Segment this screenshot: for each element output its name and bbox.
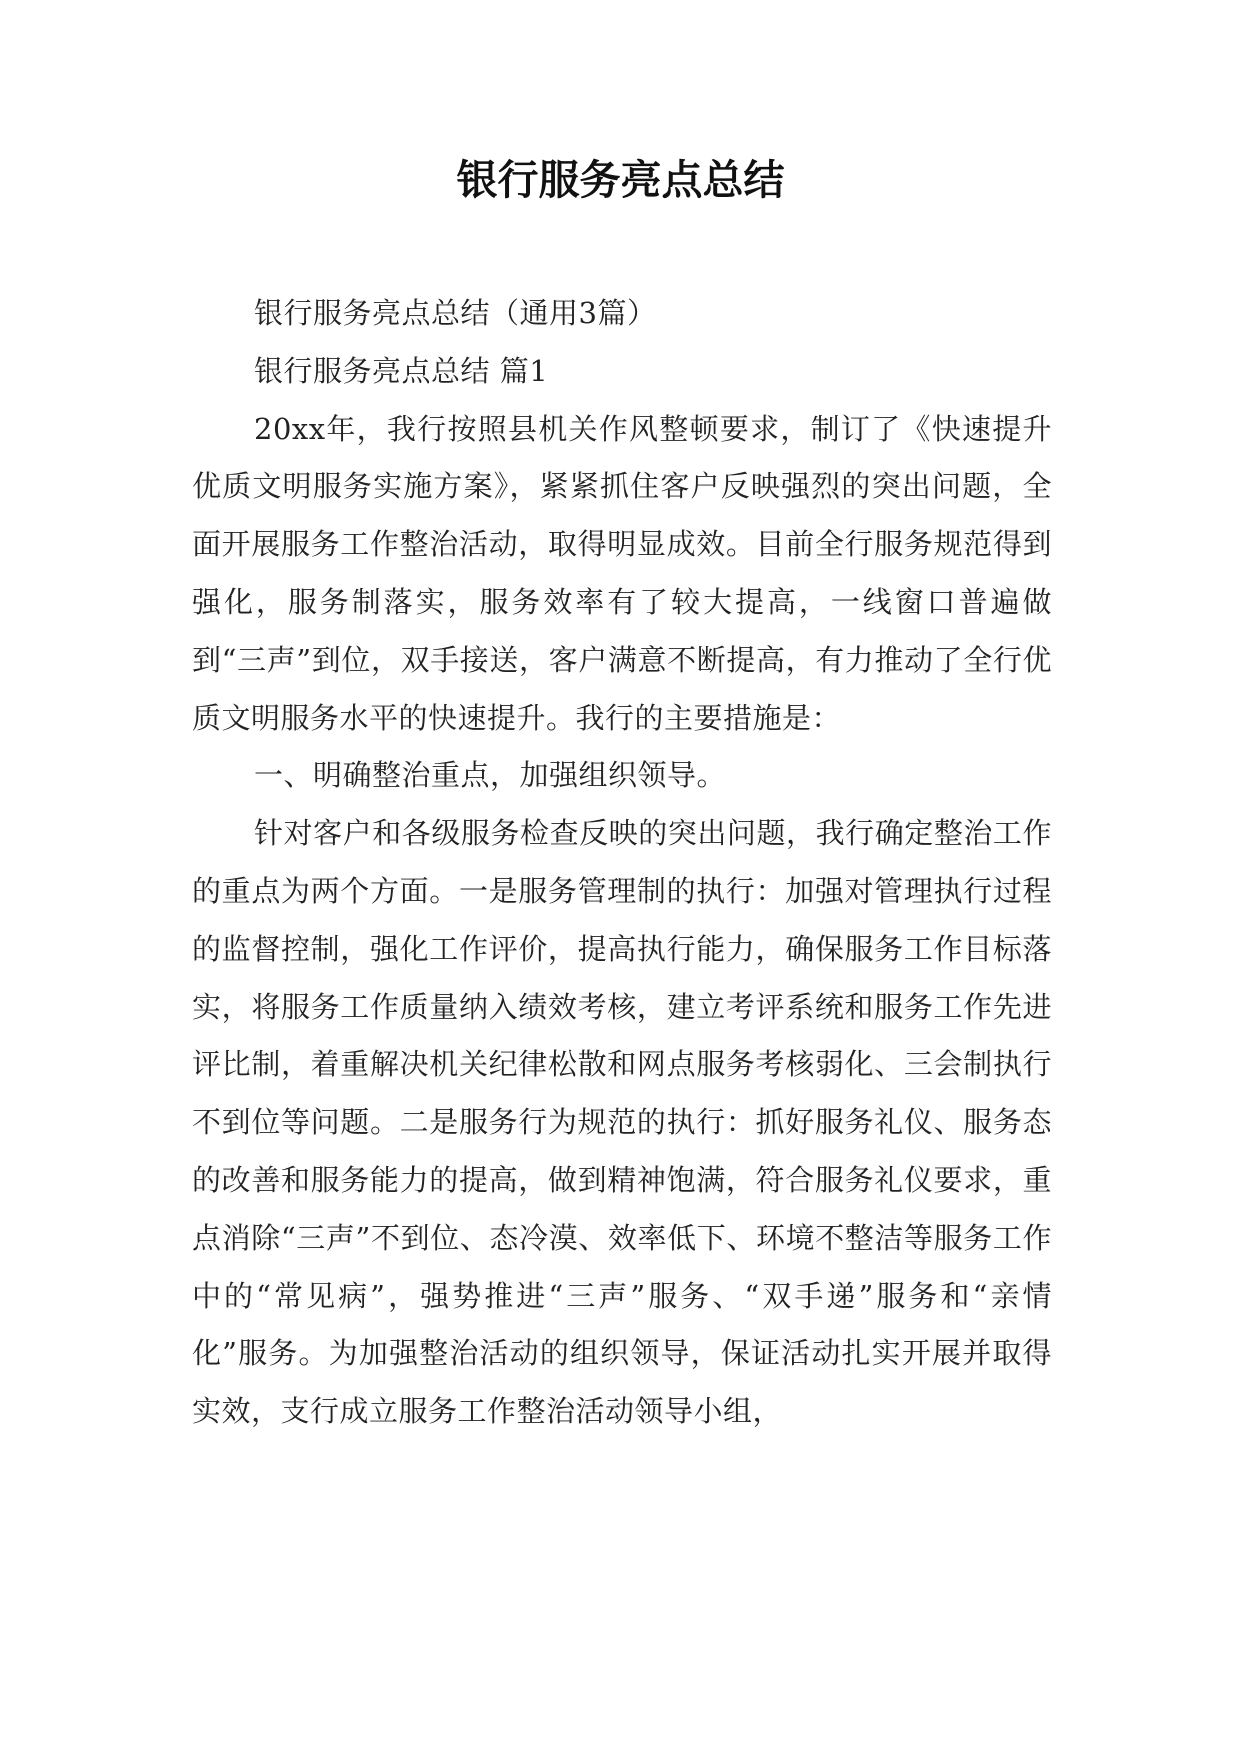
document-title: 银行服务亮点总结 [456, 156, 785, 204]
paragraph-focus: 针对客户和各级服务检查反映的突出问题，我行确定整治工作的重点为两个方面。一是服务管理制的执行：加强对管理执行过程的监督控制，强化工作评价，提高执行能力，确保服务工作目标落实，将服务工作质量纳入绩效考核，建立考评系统和服务工作先进评比制，着重解决机关纪律松散和网点服务考核弱化、三会制执行不到位等问题。二是服务行为规范的执行：抓好服务礼仪、服务态的改善和服务能力的提高，做到精神饱满，符合服务礼仪要求，重点消除“三声”不到位、态冷漠、效率低下、环境不整洁等服务工作中的“常见病”，强势推进“三声”服务、“双手递”服务和“亲情化”服务。为加强整治活动的组织领导，保证活动扎实开展并取得实效，支行成立服务工作整治活动领导小组， [192, 816, 1052, 1429]
document-subtitle: 银行服务亮点总结（通用3篇） [254, 296, 657, 330]
paragraph-heading-one: 一、明确整治重点，加强组织领导。 [254, 758, 727, 793]
paragraph-intro: 20xx年，我行按照县机关作风整顿要求，制订了《快速提升优质文明服务实施方案》，紧紧抓住客户反映强烈的突出问题，全面开展服务工作整治活动，取得明显成效。目前全行服务规范得到强化，服务制落实，服务效率有了较大提高，一线窗口普遍做到“三声”到位，双手接送，客户满意不断提高，有力推动了全行优质文明服务水平的快速提升。我行的主要措施是： [192, 411, 1052, 735]
document-body [192, 285, 1052, 1441]
section-heading: 银行服务亮点总结 篇1 [254, 353, 549, 388]
